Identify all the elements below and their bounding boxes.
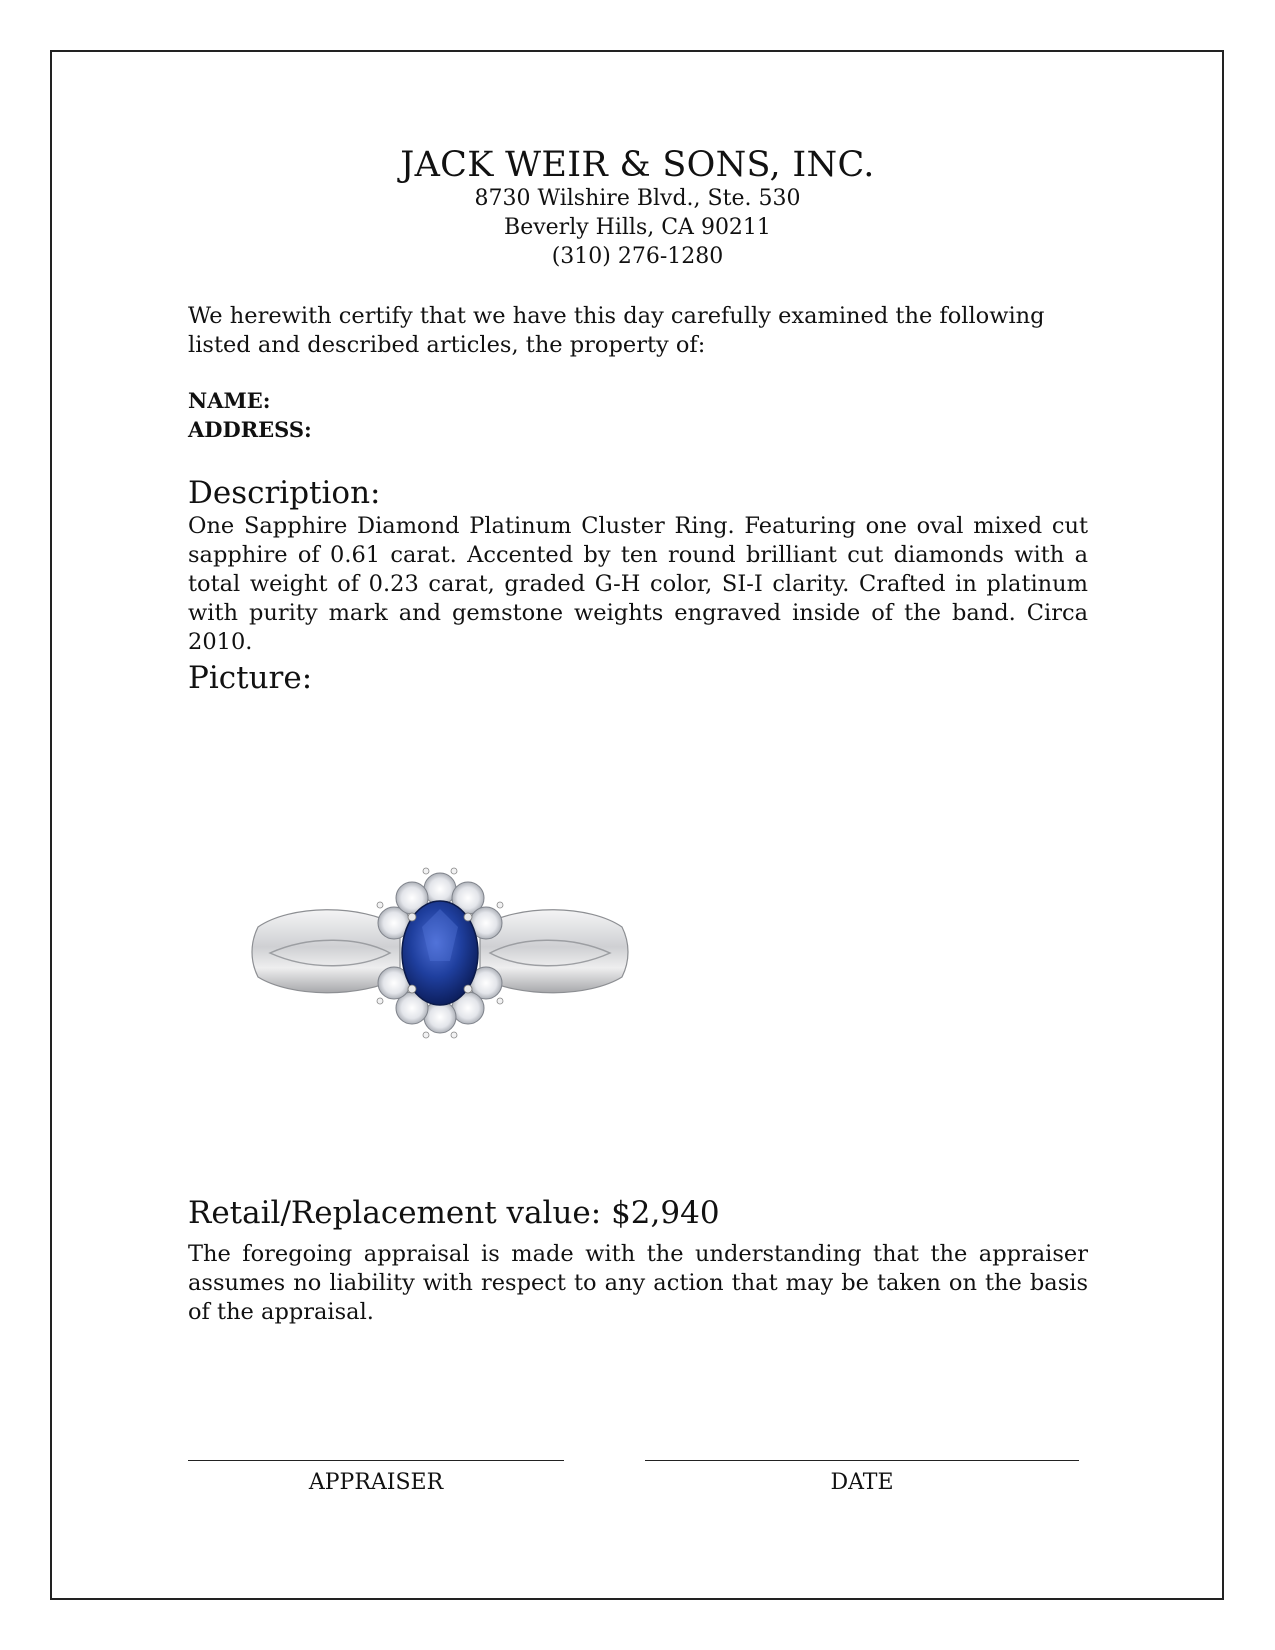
date-label: DATE xyxy=(830,1470,894,1495)
picture-heading: Picture: xyxy=(188,660,313,696)
appraiser-label: APPRAISER xyxy=(308,1470,444,1495)
ring-image xyxy=(250,865,630,1075)
company-address-line1: 8730 Wilshire Blvd., Ste. 530 xyxy=(474,186,801,211)
disclaimer-text: The foregoing appraisal is made with the understanding that the appraiser assumes no liability with respect to any action that may be taken on the basis of the appraisal. xyxy=(188,1241,1088,1325)
address-label: ADDRESS: xyxy=(188,417,312,442)
description-heading: Description: xyxy=(188,475,381,511)
name-label: NAME: xyxy=(188,388,271,413)
company-name: JACK WEIR & SONS, INC. xyxy=(400,145,875,185)
certification-text: We herewith certify that we have this day carefully examined the following listed and described articles, the property of: xyxy=(188,303,1045,358)
company-phone: (310) 276-1280 xyxy=(551,244,724,269)
appraiser-signature-line xyxy=(188,1460,564,1461)
description-text: One Sapphire Diamond Platinum Cluster Ring. Featuring one oval mixed cut sapphire of 0.61 carat. Accented by ten round brilliant cut diamonds with a total weight of 0.23 carat, graded G-H color, SI-I clarity. Crafted in platinum with purity mark and gemstone weights engraved inside of the band. Circa 2010. xyxy=(188,513,1088,655)
document-border xyxy=(50,50,1224,1600)
date-signature-line xyxy=(645,1460,1079,1461)
company-address-line2: Beverly Hills, CA 90211 xyxy=(504,215,771,240)
retail-value-heading: Retail/Replacement value: $2,940 xyxy=(188,1195,720,1231)
